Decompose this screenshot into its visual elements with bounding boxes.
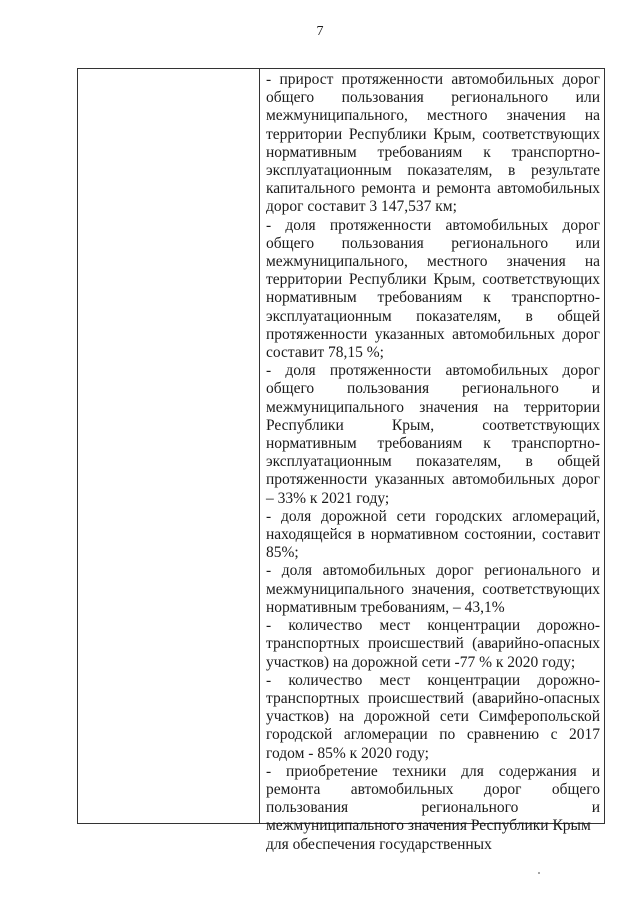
scan-speck [538,872,540,874]
table-right-cell [266,71,600,854]
indicator-item: - прирост протяженности автомобильных дорог общего пользования регионального или межмуниципального, местного значения на территории Республики Крым, соответствующих нормативным требованиям к транспортно-эксплуатационным показателям, в результате капитального ремонта и ремонта автомобильных дорог составит 3 147,537 км; [266,71,600,216]
indicator-item: - доля протяженности автомобильных дорог общего пользования регионального и межмуниципального значения на территории Республики Крым, соответствующих нормативным требованиям к транспортно-эксплуатационным показателям, в общей протяженности указанных автомобильных дорог – 33% к 2021 году; [266,362,600,507]
indicator-item: - доля протяженности автомобильных дорог общего пользования регионального или межмуниципального, местного значения на территории Республики Крым, соответствующих нормативным требованиям к транспортно-эксплуатационным показателям, в общей протяженности указанных автомобильных дорог составит 78,15 %; [266,216,600,362]
table-column-divider [259,69,260,823]
indicator-item: - доля дорожной сети городских агломераций, находящейся в нормативном состоянии, составит 85%; [266,507,600,562]
document-table [77,68,605,853]
indicator-item: - доля автомобильных дорог регионального и межмуниципального значения, соответствующих нормативным требованиям, – 43,1% [266,562,600,616]
indicator-item: - количество мест концентрации дорожно-транспортных происшествий (аварийно-опасных участков) на дорожной сети Симферопольской городской агломерации по сравнению с 2017 годом - 85% к 2020 году; [266,671,600,762]
page-number: 7 [316,24,324,39]
indicator-item: - количество мест концентрации дорожно-транспортных происшествий (аварийно-опасных участков) на дорожной сети -77 % к 2020 году; [266,617,600,671]
trailing-line: для обеспечения государственных [266,835,492,853]
indicator-item: - приобретение техники для содержания и ремонта автомобильных дорог общего пользования регионального и межмуниципального значения Республики Крым [266,762,600,835]
table-left-cell [78,69,259,823]
